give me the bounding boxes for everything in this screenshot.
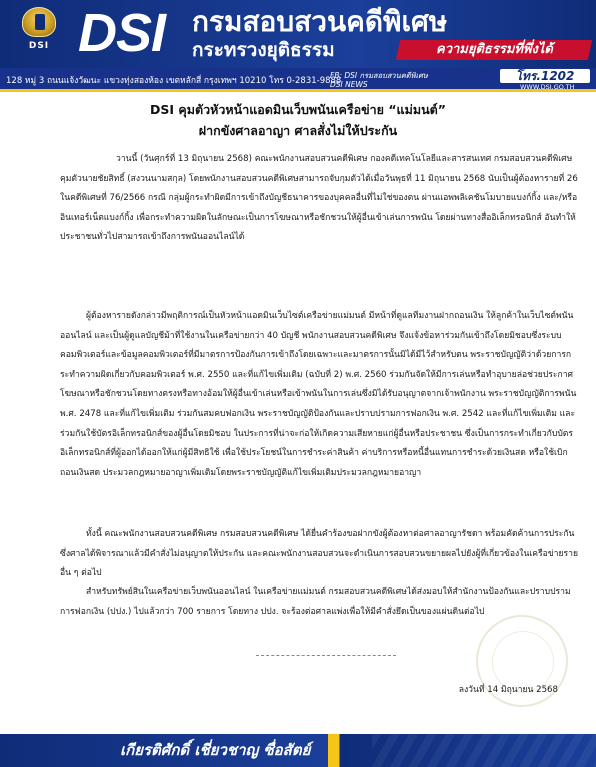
paragraph-2: ผู้ต้องหารายดังกล่าวมีพฤติการณ์เป็นหัวหน้าแอดมินเว็บไซต์เครือข่ายแม่มนต์ มีหน้าที่ดูแลทีมงานฝากถอนเงิน ให้ลูกค้าในเว็บไซต์พนันออนไลน์ และเป็นผู้ดูแลบัญชีม้าที่ใช้งานในเครือข่ายกว่า 40 บัญชี พนักงานสอบสวนคดีพิเศษ จึงแจ้งข้อหาร่วมกันเข้าถึงโดยมิชอบซึ่งระบบคอมพิวเตอร์และข้อมูลคอมพิวเตอร์ที่มีมาตรการป้องกันการเข้าถึงโดยเฉพาะและมาตรการนั้นมิได้มีไว้สำหรับตน พระราชบัญญัติว่าด้วยการกระทำความผิดเกี่ยวกับคอมพิวเตอร์ พ.ศ. 2550 และที่แก้ไขเพิ่มเติม (ฉบับที่ 2) พ.ศ. 2560 ร่วมกันจัดให้มีการเล่นหรือทำอุบายล่อช่วยประกาศโฆษณาหรือชักชวนโดยทางตรงหรือทางอ้อมให้ผู้อื่นเข้าเล่นหรือเข้าพนันในการเล่นซึ่งมิได้รับอนุญาตจากเจ้าพนักงาน พระราชบัญญัติการพนัน พ.ศ. 2478 และที่แก้ไขเพิ่มเติม ร่วมกันสมคบฟอกเงิน พระราชบัญญัติป้องกันและปราบปรามการฟอกเงิน พ.ศ. 2542 และที่แก้ไขเพิ่มเติม และร่วมกันใช้บัตรอิเล็กทรอนิกส์ของผู้อื่นโดยมิชอบ ในประการที่น่าจะก่อให้เกิดความเสียหายแก่ผู้อื่นหรือประชาชน ซึ่งเป็นการกระทำเกี่ยวกับบัตรอิเล็กทรอนิกส์ที่ผู้ออกได้ออกให้แก่ผู้มีสิทธิใช้ เพื่อใช้ประโยชน์ในการชำระค่าสินค้า ค่าบริการหรือหนี้อื่นแทนการชำระด้วยเงินสด หรือใช้เบิกถอนเงินสด ประมวลกฎหมายอาญาเพิ่มเติมโดยพระราชบัญญัติแก้ไขเพิ่มเติมประมวลกฎหมายอาญา bbox=[60, 311, 577, 478]
news-handle: DSI NEWS bbox=[330, 80, 368, 89]
paragraph-4: สำหรับทรัพย์สินในเครือข่ายเว็บพนันออนไลน์ ในเครือข่ายแม่มนต์ กรมสอบสวนคดีพิเศษได้ส่งมอบให้สำนักงานป้องกันและปราบปรามการฟอกเงิน (ปปง.) ไปแล้วกว่า 700 รายการ โดยทาง ปปง. จะร้องต่อศาลแพ่งเพื่อให้มีคำสั่งยึดเป็นของแผ่นดินต่อไป bbox=[60, 587, 571, 617]
date-line: ลงวันที่ 14 มิถุนายน 2568 bbox=[458, 685, 558, 695]
slogan-text: ความยุติธรรมที่พึ่งได้ bbox=[435, 42, 553, 57]
ministry-name: กระทรวงยุติธรรม bbox=[192, 39, 335, 61]
org-name: กรมสอบสวนคดีพิเศษ bbox=[192, 5, 448, 38]
address-strip bbox=[0, 68, 596, 92]
paragraph-3: ทั้งนี้ คณะพนักงานสอบสวนคดีพิเศษ กรมสอบสวนคดีพิเศษ ได้ยื่นคำร้องขอฝากขังผู้ต้องหาต่อศาลอาญารัชดา พร้อมคัดค้านการประกัน ซึ่งศาลได้พิจารณาแล้วมีคำสั่งไม่อนุญาตให้ประกัน และคณะพนักงานสอบสวนจะดำเนินการสอบสวนขยายผลไปยังผู้ที่เกี่ยวข้องในเครือข่ายรายอื่น ๆ ต่อไป bbox=[60, 529, 578, 579]
footer-stripe bbox=[372, 734, 596, 767]
slogan-badge bbox=[396, 40, 592, 60]
dsi-logo bbox=[8, 7, 70, 63]
website-url: WWW.DSI.GO.TH bbox=[520, 83, 575, 91]
paragraph-1: วานนี้ (วันศุกร์ที่ 13 มิถุนายน 2568) คณะพนักงานสอบสวนคดีพิเศษ กองคดีเทคโนโลยีและสารสนเทศ กรมสอบสวนคดีพิเศษ คุมตัวนายชัยสิทธิ์ (สงวนนามสกุล) โดยพนักงานสอบสวนคดีพิเศษสามารถจับกุมตัวได้เมื่อวันพุธที่ 11 มิถุนายน 2568 นับเป็นผู้ต้องหารายที่ 26 ในคดีพิเศษที่ 76/2566 กรณี กลุ่มผู้กระทำผิดมีการเข้าถึงบัญชีธนาคารของบุคคลอื่นที่ไม่ใช่ของตน ผ่านแอพพลิเคชันโมบายแบงก์กิ้ง และ/หรือ อินเทอร์เน็ตแบงก์กิ้ง เพื่อกระทำความผิดในลักษณะเป็นการโฆษณาหรือชักชวนให้ผู้อื่นเข้าเล่นการพนัน โดยผ่านทางสื่ออิเล็กทรอนิกส์ อันทำให้ประชาชนทั่วไปสามารถเข้าถึงการพนันออนไลน์ได้ bbox=[60, 154, 578, 243]
hotline-badge: โทร.1202 bbox=[500, 69, 590, 83]
brand-mark: DSI bbox=[78, 3, 166, 63]
address-text: 128 หมู่ 3 ถนนแจ้งวัฒนะ แขวงทุ่งสองห้อง เขตหลักสี่ กรุงเทพฯ 10210 โทร 0-2831-9888 bbox=[6, 76, 342, 86]
news-subtitle: ฝากขังศาลอาญา ศาลสั่งไม่ให้ประกัน bbox=[198, 123, 398, 138]
divider bbox=[256, 655, 396, 656]
footer-banner bbox=[0, 734, 596, 767]
news-title: DSI คุมตัวหัวหน้าแอดมินเว็บพนันเครือข่าย “แม่มนต์” bbox=[150, 102, 446, 117]
emblem-icon bbox=[22, 7, 56, 37]
footer-motto: เกียรติศักดิ์ เชี่ยวชาญ ซื่อสัตย์ bbox=[120, 741, 311, 759]
facebook-handle: FB: DSI กรมสอบสวนคดีพิเศษ bbox=[330, 71, 428, 80]
header-banner bbox=[0, 0, 596, 68]
logo-label: DSI bbox=[28, 41, 50, 51]
